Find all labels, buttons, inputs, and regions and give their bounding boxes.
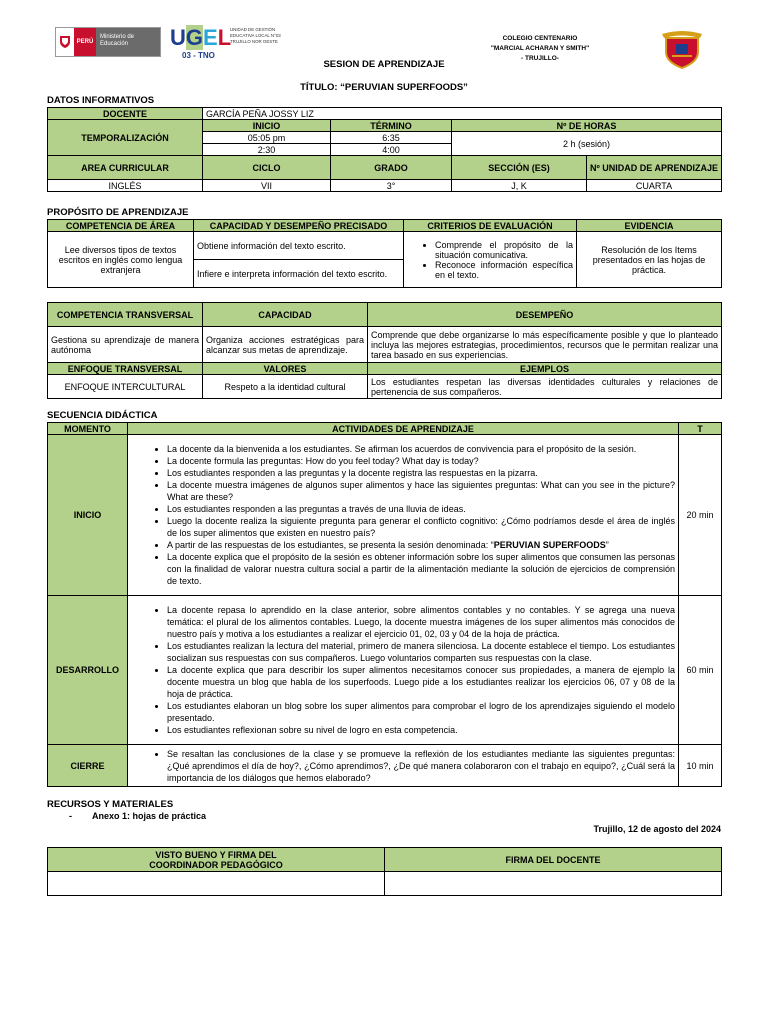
valores-header: VALORES [203,363,368,375]
page-title: TÍTULO: “PERUVIAN SUPERFOODS” [300,82,468,93]
activity-item: • A partir de las respuestas de los estudiantes, se presenta la sesión denominada: “PERUVIAN SUPERFOODS” [167,539,675,551]
competencia-transversal-value: Gestiona su aprendizaje de manera autónoma [48,327,203,363]
transversal-table [47,302,722,399]
seccion-label: SECCIÓN (ES) [452,156,587,180]
activity-item: • La docente explica que el propósito de la sesión es obtener información sobre los super alimentos que consumen las personas con la finalidad de valorar nuestra cultura social a partir de la alimentación mediante la solución de ejercicios de comprensión de texto. [167,551,675,587]
grado-value: 3° [331,180,452,192]
criterios-header: CRITERIOS DE EVALUACIÓN [404,220,577,232]
session-name: PERUVIAN SUPERFOODS [493,540,606,550]
capacidad-2: Infiere e interpreta información del texto escrito. [194,260,404,288]
ugel-code: 03 - TNO [182,51,215,60]
activity-item: • Se resaltan las conclusiones de la clase y se promueve la reflexión de los estudiantes mediante las siguientes preguntas: ¿Qué aprendimos el día de hoy?, ¿Cómo aprendimos?, ¿De qué manera colaboraron con el trabajo en equipo?, ¿Cuál será la importancia de los diálogos que hemos elaborado? [167,748,675,784]
activity-item: • Los estudiantes realizan la lectura del material, primero de manera silenciosa. La docente establece el tiempo. Los estudiantes socializan sus respuestas con sus compañeros. Luego voluntarios comparten sus respuestas con la clase. [167,640,675,664]
school-name: COLEGIO CENTENARIO "MARCIAL ACHARAN Y SMITH" - TRUJILLO- [490,35,590,62]
session-label: SESION DE APRENDIZAJE [323,59,445,70]
peru-shield-icon [56,28,74,56]
ejemplos-header: EJEMPLOS [368,363,722,375]
capacidad-1: Obtiene información del texto escrito. [194,232,404,260]
unidad-value: CUARTA [587,180,722,192]
seccion-value: J, K [452,180,587,192]
ugel-description: UNIDAD DE GESTIÓN EDUCATIVA LOCAL N°03 TRUJILLO NOR OESTE [230,27,281,44]
docente-value: GARCÍA PEÑA JOSSY LIZ [203,108,722,120]
enfoque-value: ENFOQUE INTERCULTURAL [48,375,203,399]
ciclo-label: CICLO [203,156,331,180]
unidad-label: Nº UNIDAD DE APRENDIZAJE [587,156,722,180]
competencia-area-value: Lee diversos tipos de textos escritos en inglés como lengua extranjera [48,232,194,288]
recursos-dash: - [69,811,72,821]
grado-label: GRADO [331,156,452,180]
inicio-time-1: 05:05 pm [203,132,331,144]
capacidad-transversal-value: Organiza acciones estratégicas para alcanzar sus metas de aprendizaje. [203,327,368,363]
ejemplos-value: Los estudiantes respetan las diversas identidades culturales y relaciones de pertenencia de sus compañeros. [368,375,722,399]
valores-value: Respeto a la identidad cultural [203,375,368,399]
activity-item: • La docente explica que para describir los super alimentos necesitamos conocer sus propiedades, a manera de ejemplo la docente muestra un blog que habla de los superfoods. Luego pide a los estudiantes realizar los ejercicios 06, 07 y 08 de la hoja de práctica. [167,664,675,700]
momento-header: MOMENTO [48,423,128,435]
docente-label: DOCENTE [48,108,203,120]
evidencia-value: Resolución de los Items presentados en las hojas de práctica. [577,232,722,288]
activity-item: • La docente muestra imágenes de algunos super alimentos y hace las siguientes preguntas: What can you see in the picture? What are these? [167,479,675,503]
document-date: Trujillo, 12 de agosto del 2024 [593,824,721,834]
secuencia-table [47,422,722,787]
enfoque-header: ENFOQUE TRANSVERSAL [48,363,203,375]
criterio-item: • Comprende el propósito de la situación comunicativa. [435,240,573,260]
inicio-time: 20 min [679,435,722,596]
activity-item: • Los estudiantes elaboran un blog sobre los super alimentos para comprobar el logro de los aprendizajes siguiendo el modelo presentado. [167,700,675,724]
activity-item: • Los estudiantes responden a las preguntas y la docente registra las respuestas en la pizarra. [167,467,675,479]
cierre-moment: CIERRE [48,745,128,787]
coordinador-signature-header: VISTO BUENO Y FIRMA DEL COORDINADOR PEDAGÓGICO [48,848,385,872]
minedu-logo [55,27,161,57]
desarrollo-time: 60 min [679,596,722,745]
ugel-logo [170,25,282,63]
inicio-time-2: 2:30 [203,144,331,156]
proposito-section-title: PROPÓSITO DE APRENDIZAJE [47,207,189,218]
activity-item: • La docente formula las preguntas: How do you feel today? What day is today? [167,455,675,467]
proposito-table [47,219,722,288]
cierre-time: 10 min [679,745,722,787]
desarrollo-moment: DESARROLLO [48,596,128,745]
activity-item: • La docente da la bienvenida a los estudiantes. Se afirman los acuerdos de convivencia para el propósito de la sesión. [167,443,675,455]
horas-header: Nº DE HORAS [452,120,722,132]
activity-item: • Los estudiantes responden a las preguntas a través de una lluvia de ideas. [167,503,675,515]
datos-section-title: DATOS INFORMATIVOS [47,95,155,106]
desempeno-header: DESEMPEÑO [368,303,722,327]
termino-time-1: 6:35 [331,132,452,144]
ugel-wordmark: UGEL [170,25,232,50]
activity-item: • Luego la docente realiza la siguiente pregunta para generar el conflicto cognitivo: ¿Cómo podríamos desde el área de inglés de los super alimentos que existen en nuestro país? [167,515,675,539]
inicio-moment: INICIO [48,435,128,596]
inicio-activities [128,435,679,596]
activity-item: • La docente repasa lo aprendido en la clase anterior, sobre alimentos contables y no contables. Y se agrega una nueva temática: el plural de los alimentos contables. Luego, la docente muestra imágenes de los super alimentos más conocidos de nuestro país y motiva a los estudiantes a realizar el ejercicio 01, 02, 03 y 04 de la hoja de práctica. [167,604,675,640]
criterio-item: • Reconoce información específica en el texto. [435,260,573,280]
desarrollo-activities [128,596,679,745]
peru-label: PERÚ [74,28,96,56]
capacidad-transversal-header: CAPACIDAD [203,303,368,327]
actividades-header: ACTIVIDADES DE APRENDIZAJE [128,423,679,435]
criterios-list [404,232,577,288]
evidencia-header: EVIDENCIA [577,220,722,232]
recursos-item: Anexo 1: hojas de práctica [92,811,207,821]
cierre-activities [128,745,679,787]
secuencia-section-title: SECUENCIA DIDÁCTICA [47,410,158,421]
ministry-label: Ministerio de Educación [96,28,160,56]
docente-signature-header: FIRMA DEL DOCENTE [385,848,722,872]
datos-table [47,107,722,192]
activity-item: • Los estudiantes reflexionan sobre su nivel de logro en esta competencia. [167,724,675,736]
horas-value: 2 h (sesión) [452,132,722,156]
coordinador-signature-field[interactable] [48,872,385,896]
area-value: INGLÉS [48,180,203,192]
competencia-area-header: COMPETENCIA DE ÁREA [48,220,194,232]
desempeno-value: Comprende que debe organizarse lo más específicamente posible y que lo planteado incluya las mejores estrategias, procedimientos, recursos que le permitan realizar una tarea basado en sus experiencias. [368,327,722,363]
docente-signature-field[interactable] [385,872,722,896]
ciclo-value: VII [203,180,331,192]
competencia-transversal-header: COMPETENCIA TRANSVERSAL [48,303,203,327]
capacidad-header: CAPACIDAD Y DESEMPEÑO PRECISADO [194,220,404,232]
area-label: AREA CURRICULAR [48,156,203,180]
termino-header: TÉRMINO [331,120,452,132]
inicio-header: INICIO [203,120,331,132]
signature-table [47,847,722,896]
temporalizacion-label: TEMPORALIZACIÓN [48,120,203,156]
recursos-section-title: RECURSOS Y MATERIALES [47,799,174,810]
tiempo-header: T [679,423,722,435]
termino-time-2: 4:00 [331,144,452,156]
